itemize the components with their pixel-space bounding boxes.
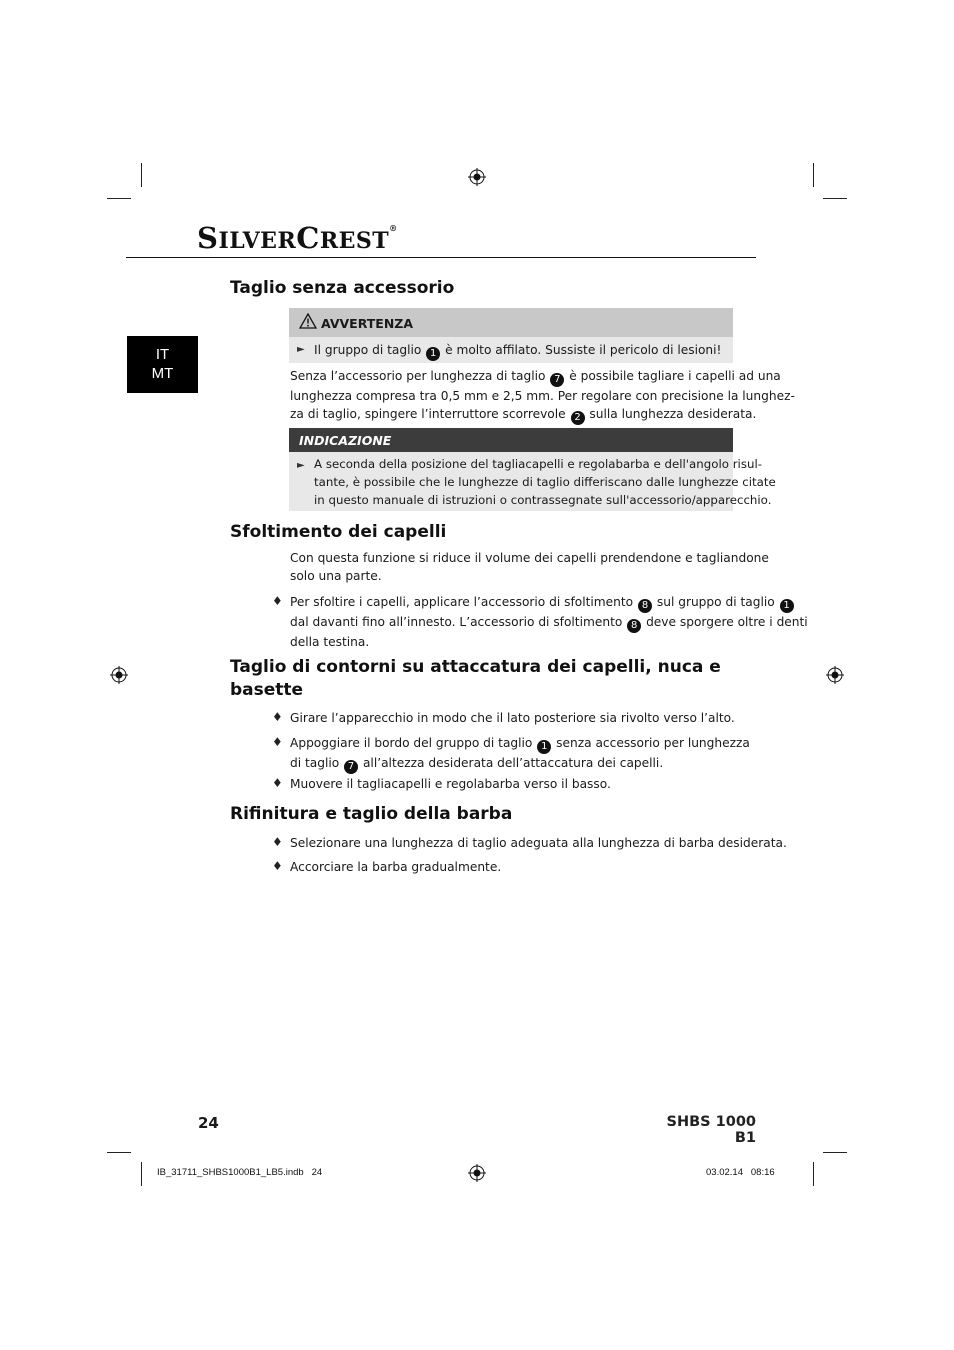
- section-title: Sfoltimento dei capelli: [230, 522, 447, 542]
- arrow-bullet-icon: ►: [297, 344, 305, 355]
- registration-mark-icon: [110, 666, 128, 684]
- list-item: Appoggiare il bordo del gruppo di taglio 1 senza accessorio per lunghezza di taglio 7 all’altezza desiderata dell’attaccatura dei capelli.: [290, 736, 750, 772]
- warning-text: Il gruppo di taglio 1 è molto affilato. Sussiste il pericolo di lesioni!: [314, 343, 722, 359]
- brand-logo: SILVERCREST®: [197, 221, 398, 255]
- page-number: 24: [198, 1114, 219, 1132]
- warning-box-header: [289, 308, 733, 337]
- registration-mark-icon: [468, 1164, 486, 1182]
- paragraph: Con questa funzione si riduce il volume dei capelli prendendone e tagliandone solo una parte.: [290, 551, 769, 583]
- crop-mark: [141, 163, 142, 187]
- crop-mark: [813, 1162, 814, 1186]
- crop-mark: [823, 1152, 847, 1153]
- crop-mark: [813, 163, 814, 187]
- crop-mark: [107, 198, 131, 199]
- warning-box-body: [289, 337, 733, 363]
- arrow-bullet-icon: ►: [297, 460, 305, 471]
- diamond-bullet-icon: ♦: [272, 835, 283, 849]
- note-text: A seconda della posizione del tagliacapelli e regolabarba e dell'angolo risul- tante, è possibile che le lunghezze di taglio differiscano dalle lunghezze citate in questo manuale di istruzioni o contrassegnate sull'accessorio/apparecchio.: [314, 457, 776, 507]
- note-box-body: [289, 452, 776, 511]
- list-item: Selezionare una lunghezza di taglio adeguata alla lunghezza di barba desiderata.: [290, 836, 787, 850]
- section-title: Rifinitura e taglio della barba: [230, 804, 513, 824]
- diamond-bullet-icon: ♦: [272, 735, 283, 749]
- file-info: IB_31711_SHBS1000B1_LB5.indb 24: [157, 1167, 323, 1178]
- header-rule: [126, 257, 756, 258]
- list-item: Muovere il tagliacapelli e regolabarba verso il basso.: [290, 777, 611, 791]
- diamond-bullet-icon: ♦: [272, 859, 283, 873]
- note-box-header: [289, 428, 733, 452]
- section-title: Taglio senza accessorio: [230, 278, 455, 298]
- crop-mark: [141, 1162, 142, 1186]
- paragraph: Senza l’accessorio per lunghezza di taglio 7 è possibile tagliare i capelli ad una lunghezza compresa tra 0,5 mm e 2,5 mm. Per regolare con precisione la lunghez- za di taglio, spingere l’interruttore scorrevole 2 sulla lunghezza desiderata.: [290, 369, 795, 423]
- list-item: Girare l’apparecchio in modo che il lato posteriore sia rivolto verso l’alto.: [290, 711, 735, 725]
- diamond-bullet-icon: ♦: [272, 594, 283, 608]
- list-item: Accorciare la barba gradualmente.: [290, 860, 502, 874]
- crop-mark: [107, 1152, 131, 1153]
- crop-mark: [823, 198, 847, 199]
- model-number: SHBS 1000 B1: [666, 1114, 756, 1146]
- print-date: 03.02.14 08:16: [706, 1167, 775, 1178]
- registration-mark-icon: [468, 168, 486, 186]
- note-title: INDICAZIONE: [299, 433, 392, 448]
- diamond-bullet-icon: ♦: [272, 776, 283, 790]
- language-tab: IT MT: [127, 336, 198, 393]
- warning-title: AVVERTENZA: [321, 316, 414, 331]
- diamond-bullet-icon: ♦: [272, 710, 283, 724]
- section-title: Taglio di contorni su attaccatura dei capelli, nuca e basette: [230, 657, 721, 700]
- warning-triangle-icon: [299, 313, 317, 329]
- list-item: Per sfoltire i capelli, applicare l’accessorio di sfoltimento 8 sul gruppo di taglio 1 dal davanti fino all’innesto. L’accessorio di sfoltimento 8 deve sporgere oltre i denti della testina.: [290, 595, 808, 649]
- registration-mark-icon: [826, 666, 844, 684]
